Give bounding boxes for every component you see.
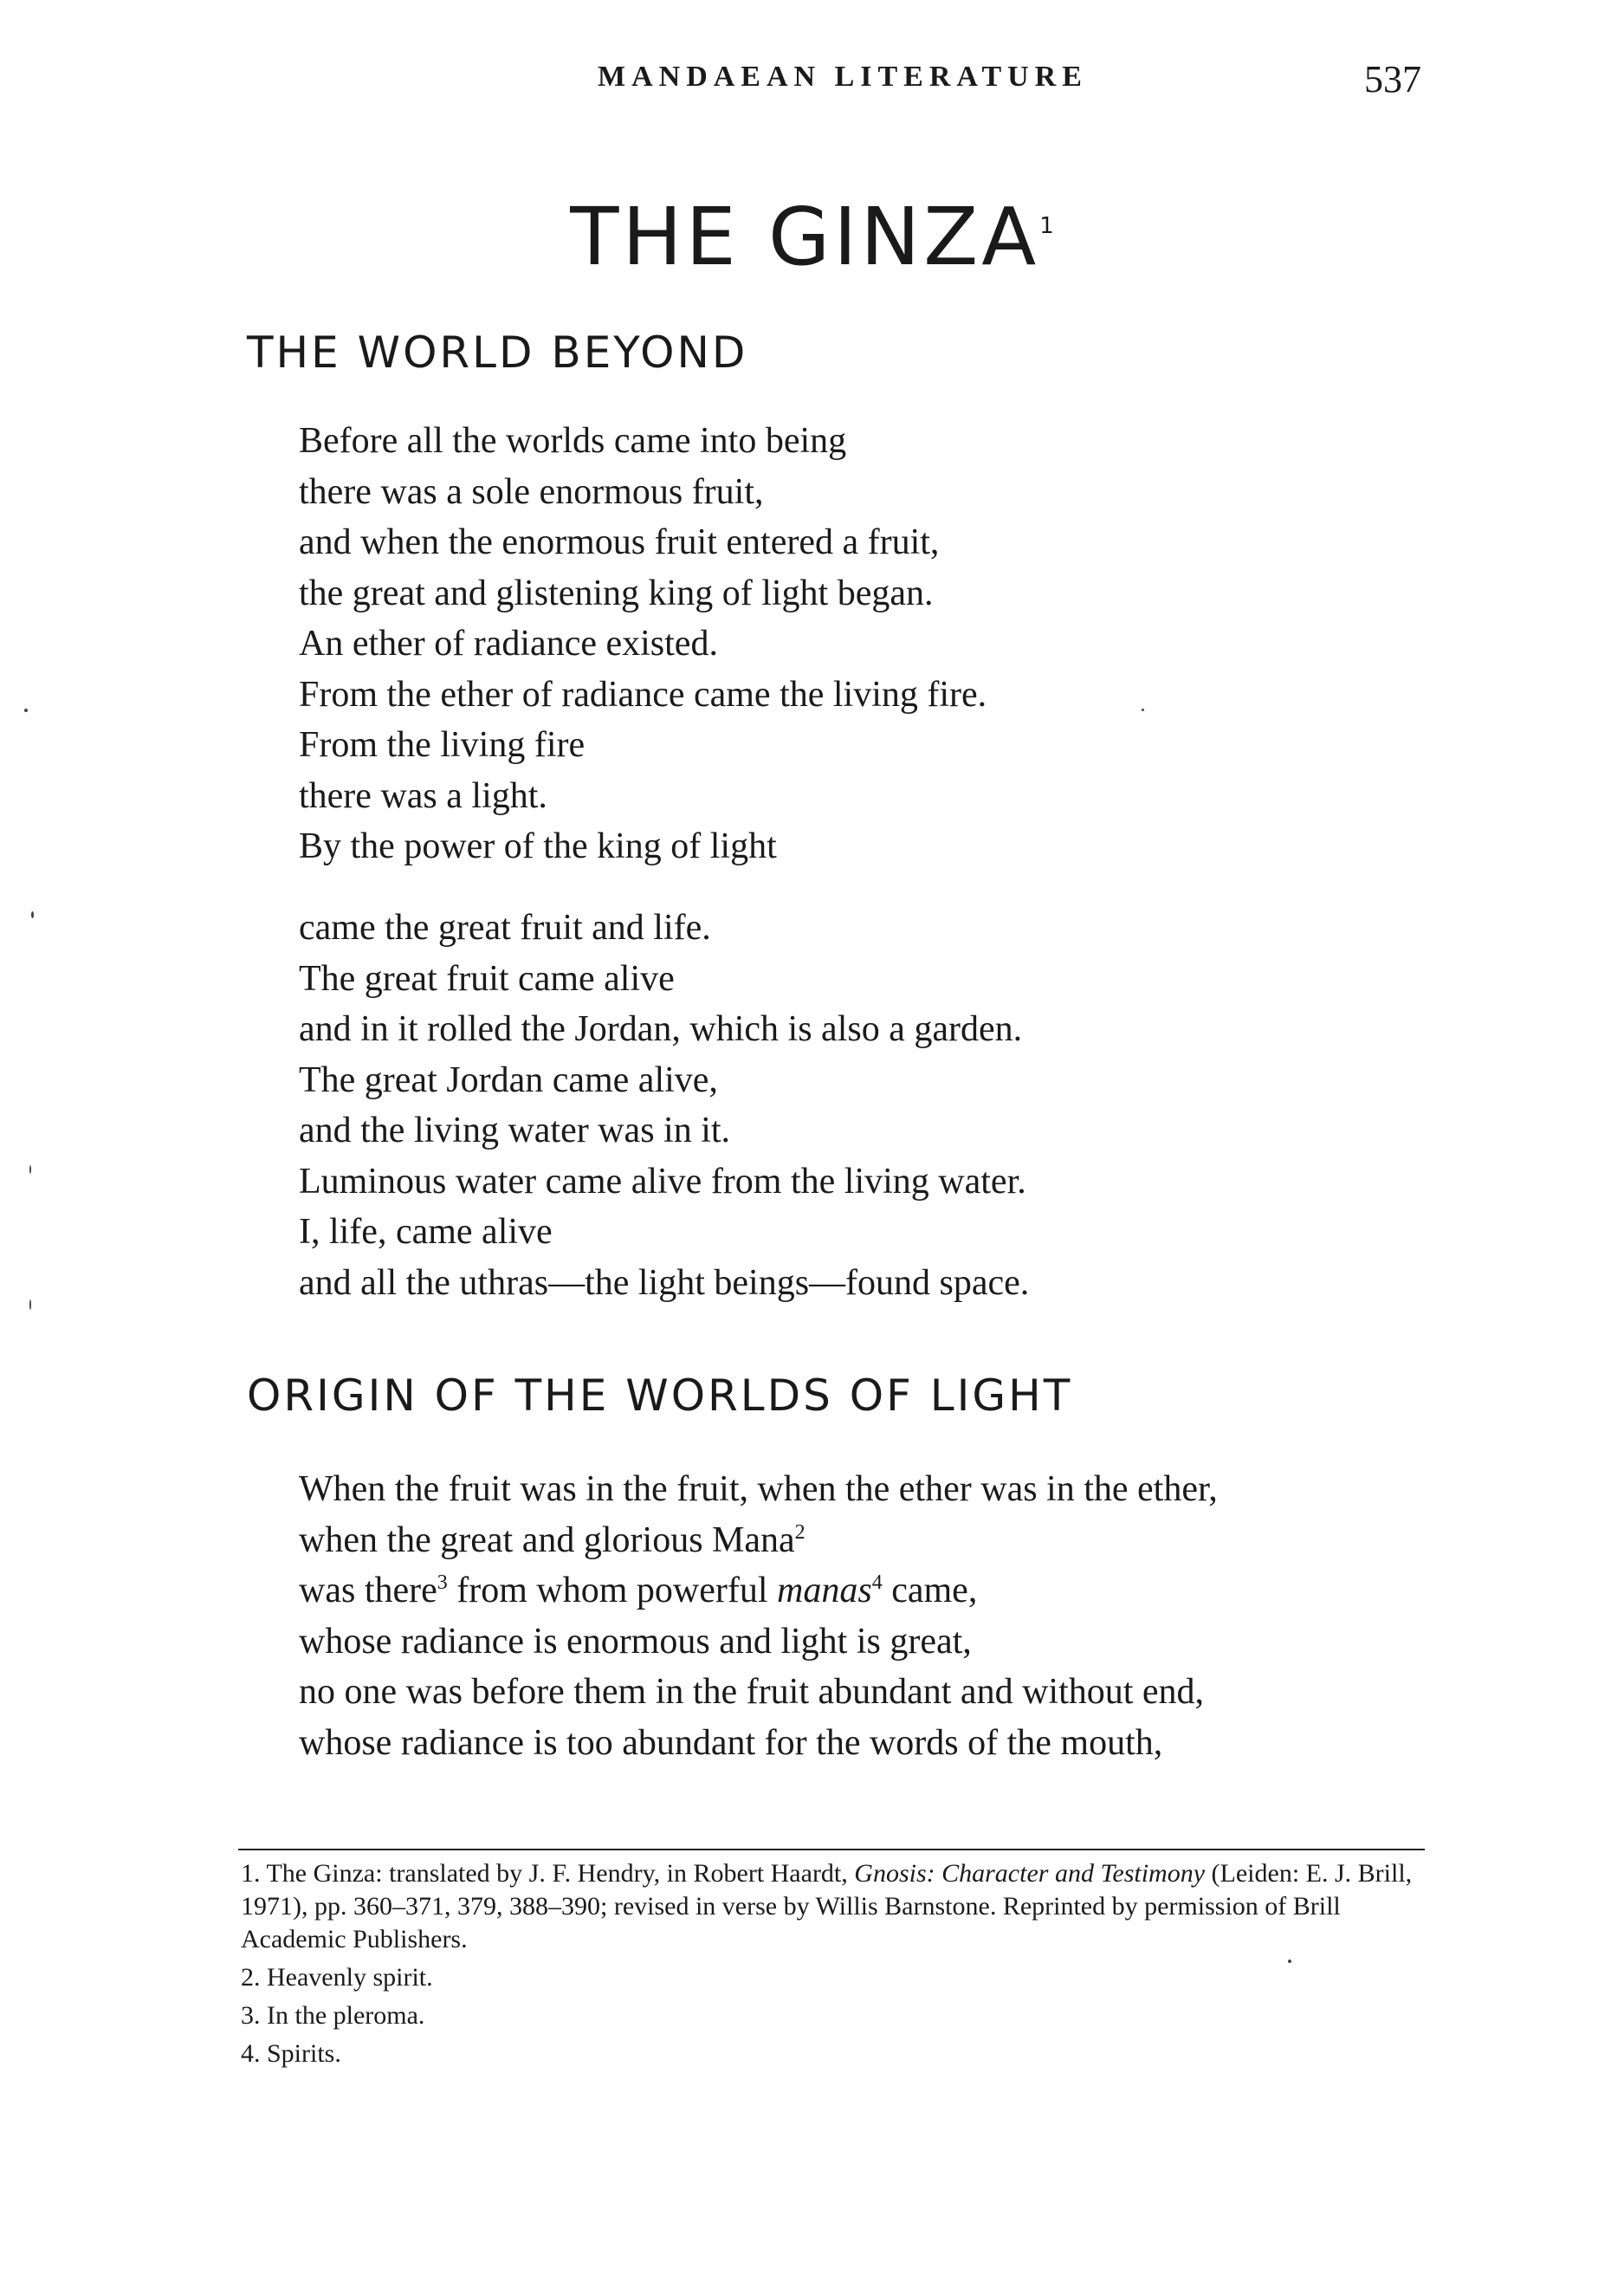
page-number: 537 (1364, 58, 1421, 100)
footnote-marker: 4 (871, 1571, 883, 1594)
poem-line: Before all the worlds came into being (299, 421, 847, 461)
poem-line: Luminous water came alive from the living water. (299, 1161, 1026, 1202)
scan-speck (29, 1299, 31, 1310)
poem-line: By the power of the king of light (299, 826, 777, 866)
footnote-2: 2. Heavenly spirit. (241, 1963, 433, 1992)
poem-italic-word: manas (777, 1571, 872, 1610)
scan-speck (1142, 709, 1144, 711)
poem-line: and the living water was in it. (299, 1111, 731, 1150)
footnote-1 (241, 1857, 1427, 1956)
poem-line: and all the uthras—the light beings—found space. (299, 1262, 1030, 1303)
footnote-book-title: Gnosis: Character and Testimony (854, 1859, 1206, 1888)
chapter-title (0, 191, 1624, 283)
poem-line: The great fruit came alive (299, 958, 675, 999)
poem-stanza-2 (299, 903, 1029, 1308)
poem-line: The great Jordan came alive, (299, 1059, 718, 1100)
poem-line-text: was there (299, 1571, 437, 1610)
poem-line: and in it rolled the Jordan, which is also a garden. (299, 1009, 1023, 1049)
footnote-3: 3. In the pleroma. (241, 2001, 425, 2030)
poem-line-text: from whom powerful (447, 1571, 778, 1610)
chapter-title-text: THE GINZA (570, 191, 1040, 283)
footnote-marker: 3 (437, 1571, 448, 1594)
scan-speck (29, 1165, 31, 1174)
poem-line: From the ether of radiance came the living fire. (299, 674, 987, 715)
poem-line: When the fruit was in the fruit, when the ether was in the ether, (299, 1469, 1218, 1509)
poem-line: and when the enormous fruit entered a fruit, (299, 522, 940, 562)
scan-speck (1288, 1960, 1291, 1963)
poem-line: I, life, came alive (299, 1212, 553, 1252)
poem-line: An ether of radiance existed. (299, 624, 718, 664)
poem-line: the great and glistening king of light began. (299, 573, 934, 613)
footnote-text: 1. The Ginza: translated by J. F. Hendry, in Robert Haardt, (241, 1859, 855, 1888)
section-heading-world-beyond: THE WORLD BEYOND (247, 327, 748, 378)
running-head: MANDAEAN LITERATURE (598, 61, 1088, 93)
poem-line: From the living fire (299, 725, 586, 765)
poem-line-text: came, (882, 1571, 978, 1610)
poem-line: came the great fruit and life. (299, 908, 711, 948)
poem-line (299, 1515, 1218, 1566)
footnote-divider (238, 1849, 1425, 1850)
section-heading-origin-worlds-of-light: ORIGIN OF THE WORLDS OF LIGHT (247, 1370, 1073, 1421)
poem-line: no one was before them in the fruit abundant and without end, (299, 1672, 1205, 1712)
poem-line: there was a sole enormous fruit, (299, 471, 764, 512)
poem-stanza-1 (299, 416, 987, 872)
poem-line: whose radiance is enormous and light is great, (299, 1621, 972, 1662)
footnote-text: (Leiden: E. J. Brill, 1971), pp. 360–371, 379, 388–390; revised in verse by Willis Barnstone. Reprinted by permission of Brill Academic Publishers. (241, 1859, 1419, 1953)
poem-line (299, 1565, 1218, 1616)
scan-speck (24, 709, 28, 712)
footnote-marker: 2 (794, 1520, 806, 1544)
poem-line: whose radiance is too abundant for the words of the mouth, (299, 1722, 1163, 1763)
poem-line: there was a light. (299, 775, 547, 816)
poem-stanza-3 (299, 1464, 1218, 1768)
scan-speck (31, 911, 34, 918)
title-footnote-marker: 1 (1039, 213, 1054, 239)
footnotes (241, 1857, 1427, 2076)
footnote-4: 4. Spirits. (241, 2039, 341, 2068)
poem-line-text: when the great and glorious Mana (299, 1519, 795, 1560)
